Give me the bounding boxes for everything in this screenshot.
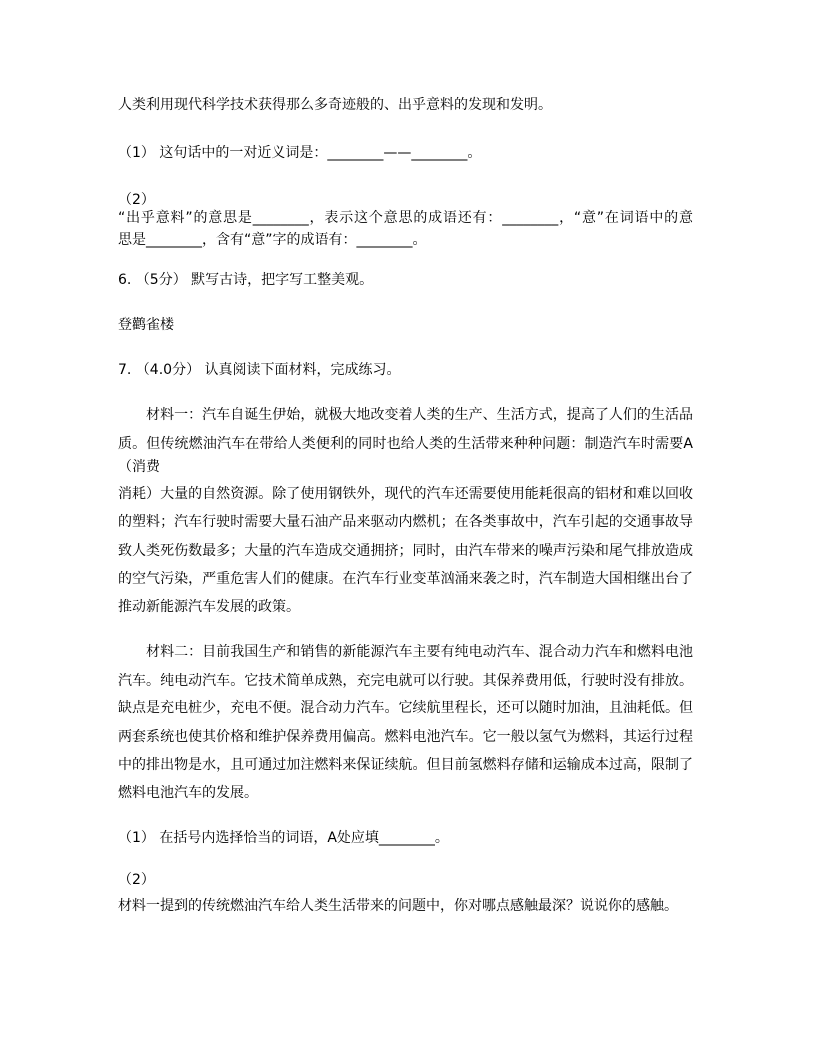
poem-title: 登鹳雀楼 bbox=[118, 317, 174, 333]
material-one-line: 消耗）大量的自然资源。除了使用钢铁外，现代的汽车还需要使用能耗很高的铝材和难以回收 bbox=[118, 486, 693, 502]
material-two-line: 燃料电池汽车的发展。 bbox=[118, 785, 258, 801]
material-two-line: 缺点是充电桩少，充电不便。混合动力汽车。它续航里程长，还可以随时加油，且油耗低。但 bbox=[118, 700, 693, 716]
question-5-sentence: 人类利用现代科学技术获得那么多奇迹般的、出乎意料的发现和发明。 bbox=[118, 97, 552, 113]
material-two-line: 材料二：目前我国生产和销售的新能源汽车主要有纯电动汽车、混合动力汽车和燃料电池 bbox=[118, 644, 693, 660]
material-one-line: （消费 bbox=[118, 459, 160, 475]
material-two-line: 两套系统也使其价格和维护保养费用偏高。燃料电池汽车。它一般以氢气为燃料，其运行过程 bbox=[118, 729, 693, 745]
question-5-sub2-label: （2） bbox=[118, 192, 155, 208]
material-one-line: 的塑料；汽车行驶时需要大量石油产品来驱动内燃机；在各类事故中，汽车引起的交通事故导 bbox=[118, 514, 693, 530]
question-5-sub2-line1: “出乎意料”的意思是________，表示这个意思的成语还有：________，“意”在词语中的意 bbox=[118, 210, 693, 226]
material-one-line: 质。但传统燃油汽车在带给人类便利的同时也给人类的生活带来种种问题：制造汽车时需要A bbox=[118, 436, 693, 452]
question-7-sub2-text: 材料一提到的传统燃油汽车给人类生活带来的问题中，你对哪点感触最深？说说你的感触。 bbox=[118, 898, 678, 914]
question-5-sub2-line2: 思是________，含有“意”字的成语有：________。 bbox=[118, 232, 427, 248]
question-7-sub1: （1） 在括号内选择恰当的词语，A处应填________。 bbox=[118, 830, 449, 846]
material-two-line: 中的排出物是水，且可通过加注燃料来保证续航。但目前氢燃料存储和运输成本过高，限制了 bbox=[118, 757, 693, 773]
question-6-title: 6. （5分） 默写古诗，把字写工整美观。 bbox=[118, 272, 374, 288]
question-7-sub2-label: （2） bbox=[118, 872, 155, 888]
material-one-line: 材料一：汽车自诞生伊始，就极大地改变着人类的生产、生活方式，提高了人们的生活品 bbox=[118, 407, 693, 423]
material-one-line: 的空气污染，严重危害人们的健康。在汽车行业变革汹涌来袭之时，汽车制造大国相继出台了 bbox=[118, 571, 693, 587]
material-two-line: 汽车。纯电动汽车。它技术简单成熟，充完电就可以行驶。其保养费用低，行驶时没有排放。 bbox=[118, 673, 693, 689]
material-one-line: 推动新能源汽车发展的政策。 bbox=[118, 599, 300, 615]
question-5-sub1: （1） 这句话中的一对近义词是：________——________。 bbox=[118, 145, 482, 161]
material-one-line: 致人类死伤数最多；大量的汽车造成交通拥挤；同时，由汽车带来的噪声污染和尾气排放造成 bbox=[118, 543, 693, 559]
question-7-title: 7. （4.0分） 认真阅读下面材料，完成练习。 bbox=[118, 362, 401, 378]
